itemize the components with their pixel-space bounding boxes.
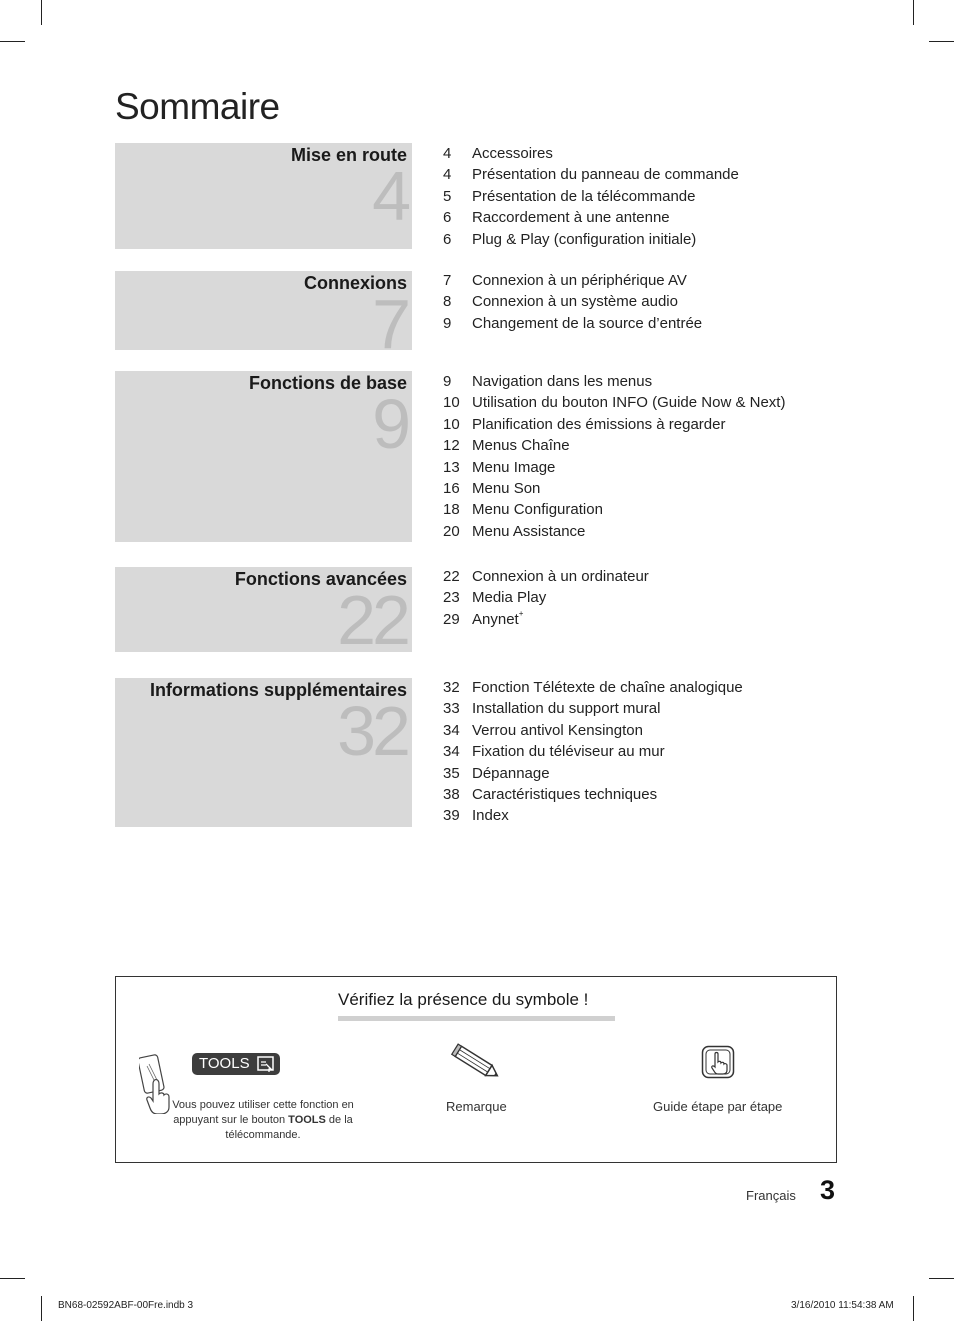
toc-item[interactable] bbox=[443, 457, 785, 478]
toc-item[interactable] bbox=[443, 763, 743, 784]
section-number: 9 bbox=[372, 385, 407, 463]
tools-description-part: de la télécommande. bbox=[225, 1114, 353, 1141]
crop-mark bbox=[0, 1278, 25, 1279]
toc-label: Menus Chaîne bbox=[472, 437, 570, 455]
toc-label-superscript: + bbox=[518, 608, 524, 618]
toc-item[interactable] bbox=[443, 186, 739, 207]
toc-list-connexions bbox=[443, 270, 702, 334]
crop-mark bbox=[929, 1278, 954, 1279]
toc-page: 38 bbox=[443, 785, 460, 803]
toc-list-fonctions-avancees bbox=[443, 566, 649, 630]
toc-page: 9 bbox=[443, 314, 452, 332]
toc-page: 13 bbox=[443, 458, 460, 476]
toc-label: Installation du support mural bbox=[472, 700, 661, 718]
tools-description bbox=[168, 1098, 358, 1143]
toc-label: Connexion à un ordinateur bbox=[472, 568, 649, 585]
toc-label: Changement de la source d’entrée bbox=[472, 314, 703, 332]
toc-item[interactable] bbox=[443, 270, 702, 291]
toc-label: Verrou antivol Kensington bbox=[472, 721, 643, 739]
toc-label: Fonction Télétexte de chaîne analogique bbox=[472, 679, 743, 696]
toc-item[interactable] bbox=[443, 478, 785, 499]
toc-item[interactable] bbox=[443, 313, 702, 334]
toc-page: 7 bbox=[443, 272, 452, 289]
toc-item[interactable] bbox=[443, 521, 785, 542]
section-title: Informations supplémentaires bbox=[149, 680, 407, 700]
toc-item[interactable] bbox=[443, 784, 743, 805]
toc-item[interactable] bbox=[443, 164, 739, 185]
crop-mark bbox=[913, 1296, 914, 1321]
section-fonctions-avancees[interactable] bbox=[115, 567, 412, 659]
print-slug-left: BN68-02592ABF-00Fre.indb 3 bbox=[58, 1300, 194, 1311]
toc-page: 34 bbox=[443, 743, 460, 761]
section-fonctions-de-base[interactable] bbox=[115, 371, 412, 542]
toc-label: Anynet bbox=[472, 610, 519, 628]
toc-page: 18 bbox=[443, 501, 460, 519]
section-number: 22 bbox=[337, 581, 407, 659]
toc-list-fonctions-de-base bbox=[443, 371, 785, 542]
footer-language: Français bbox=[746, 1188, 796, 1203]
crop-mark bbox=[41, 1296, 42, 1321]
tools-badge-label: TOOLS bbox=[199, 1055, 250, 1072]
toc-item[interactable] bbox=[443, 677, 743, 698]
section-mise-en-route[interactable] bbox=[115, 143, 412, 249]
toc-item[interactable] bbox=[443, 291, 702, 312]
section-title: Fonctions avancées bbox=[234, 569, 407, 589]
toc-item[interactable] bbox=[443, 609, 649, 630]
toc-label: Dépannage bbox=[472, 764, 550, 782]
crop-mark bbox=[929, 41, 954, 42]
toc-item[interactable] bbox=[443, 371, 785, 392]
section-title: Fonctions de base bbox=[248, 373, 407, 393]
tools-description-bold: TOOLS bbox=[288, 1114, 326, 1126]
toc-item[interactable] bbox=[443, 587, 649, 608]
toc-label: Utilisation du bouton INFO (Guide Now & Next) bbox=[472, 394, 786, 412]
crop-mark bbox=[913, 0, 914, 25]
page-title: Sommaire bbox=[115, 86, 280, 127]
toc-item[interactable] bbox=[443, 499, 785, 520]
toc-list-informations-supplementaires bbox=[443, 677, 743, 827]
toc-page: 6 bbox=[443, 230, 452, 248]
toc-page: 23 bbox=[443, 589, 460, 607]
toc-page: 20 bbox=[443, 522, 460, 540]
toc-page: 10 bbox=[443, 394, 460, 412]
section-informations-supplementaires[interactable] bbox=[115, 678, 412, 827]
toc-item[interactable] bbox=[443, 392, 785, 413]
section-number: 4 bbox=[372, 157, 407, 235]
note-label: Remarque bbox=[446, 1099, 507, 1114]
toc-page: 33 bbox=[443, 700, 460, 718]
section-number: 7 bbox=[372, 285, 407, 363]
toc-label: Navigation dans les menus bbox=[472, 373, 653, 390]
toc-label: Plug & Play (configuration initiale) bbox=[472, 230, 697, 248]
pencil-icon bbox=[449, 1043, 505, 1083]
section-number: 32 bbox=[337, 692, 407, 770]
toc-item[interactable] bbox=[443, 805, 743, 826]
toc-page: 29 bbox=[443, 610, 460, 628]
crop-mark bbox=[0, 41, 25, 42]
toc-label: Menu Image bbox=[472, 458, 556, 476]
toc-label: Menu Assistance bbox=[472, 522, 586, 540]
toc-label: Raccordement à une antenne bbox=[472, 209, 670, 227]
footer-page-number: 3 bbox=[820, 1175, 836, 1205]
toc-item[interactable] bbox=[443, 207, 739, 228]
toc-label: Connexion à un système audio bbox=[472, 293, 678, 311]
toc-list-mise-en-route bbox=[443, 143, 739, 250]
toc-label: Fixation du téléviseur au mur bbox=[472, 743, 665, 761]
toc-page: 32 bbox=[443, 679, 460, 696]
toc-item[interactable] bbox=[443, 414, 785, 435]
toc-label: Caractéristiques techniques bbox=[472, 785, 658, 803]
toc-label: Accessoires bbox=[472, 145, 553, 162]
toc-page: 12 bbox=[443, 437, 460, 455]
toc-item[interactable] bbox=[443, 566, 649, 587]
toc-label: Présentation du panneau de commande bbox=[472, 166, 739, 184]
toc-page: 34 bbox=[443, 721, 460, 739]
toc-page: 4 bbox=[443, 145, 452, 162]
toc-label: Media Play bbox=[472, 589, 547, 607]
toc-page: 39 bbox=[443, 807, 460, 825]
crop-mark bbox=[41, 0, 42, 25]
toc-page: 35 bbox=[443, 764, 460, 782]
toc-item[interactable] bbox=[443, 143, 739, 164]
tools-icon bbox=[257, 1056, 274, 1072]
toc-item[interactable] bbox=[443, 741, 743, 762]
toc-item[interactable] bbox=[443, 720, 743, 741]
toc-page: 16 bbox=[443, 479, 460, 497]
toc-page: 5 bbox=[443, 187, 452, 205]
step-by-step-guide-icon bbox=[701, 1045, 735, 1079]
toc-page: 22 bbox=[443, 568, 460, 585]
toc-label: Index bbox=[472, 807, 509, 825]
symbol-legend-heading: Vérifiez la présence du symbole ! bbox=[338, 990, 615, 1021]
section-connexions[interactable] bbox=[115, 271, 412, 363]
guide-label: Guide étape par étape bbox=[653, 1099, 783, 1114]
section-title: Mise en route bbox=[290, 145, 407, 165]
toc-item[interactable] bbox=[443, 435, 785, 456]
toc-page: 10 bbox=[443, 415, 460, 433]
toc-page: 4 bbox=[443, 166, 452, 184]
toc-label: Planification des émissions à regarder bbox=[472, 415, 726, 433]
toc-page: 8 bbox=[443, 293, 452, 311]
toc-item[interactable] bbox=[443, 698, 743, 719]
toc-page: 6 bbox=[443, 209, 452, 227]
toc-label: Menu Son bbox=[472, 479, 541, 497]
toc-label: Menu Configuration bbox=[472, 501, 603, 519]
tools-description-part: Vous pouvez utiliser cette fonction en appuyant sur le bouton bbox=[172, 1099, 354, 1126]
tools-badge bbox=[192, 1053, 280, 1075]
toc-item[interactable] bbox=[443, 229, 739, 250]
print-slug-right: 3/16/2010 11:54:38 AM bbox=[791, 1300, 894, 1311]
toc-label: Présentation de la télécommande bbox=[472, 187, 696, 205]
toc-label: Connexion à un périphérique AV bbox=[472, 272, 687, 289]
symbol-legend-box bbox=[115, 976, 837, 1163]
toc-page: 9 bbox=[443, 373, 452, 390]
section-title: Connexions bbox=[303, 273, 407, 293]
